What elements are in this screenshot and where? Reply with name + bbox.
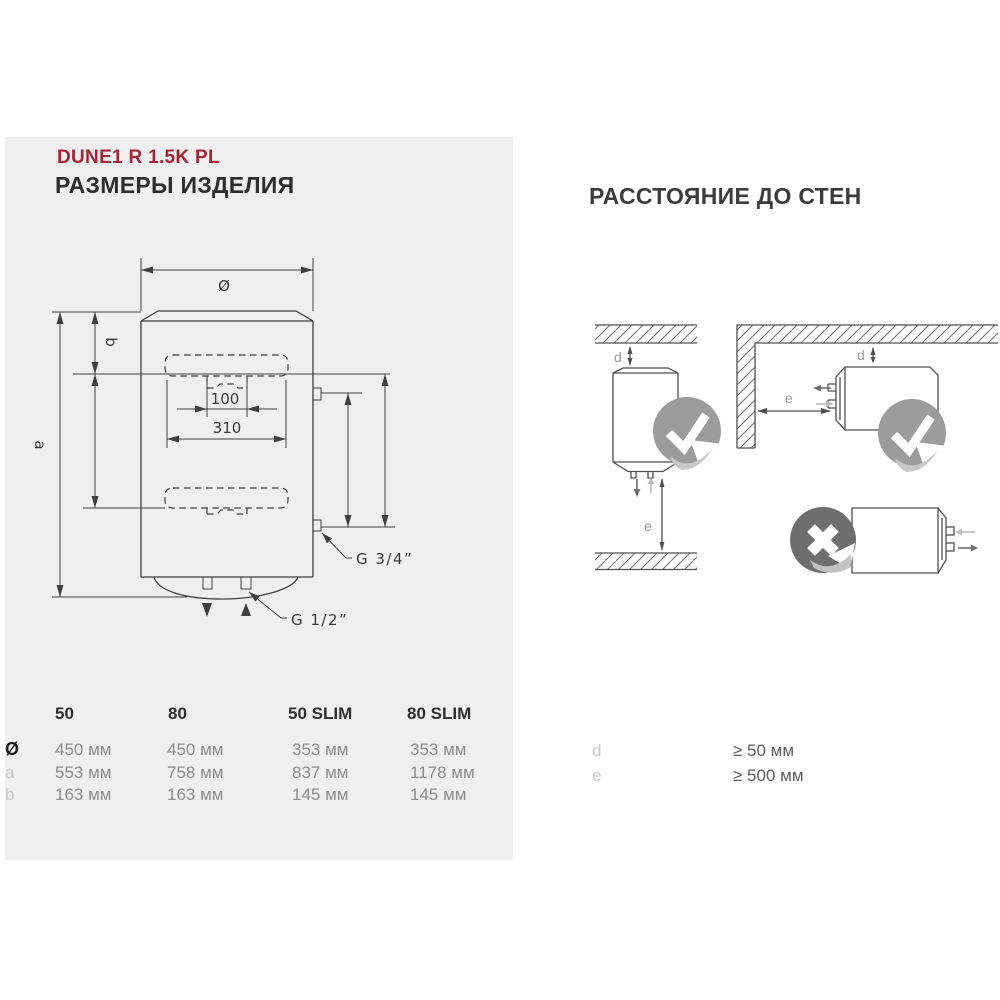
col-header: 50 SLIM	[288, 704, 353, 723]
clearance-diagram-vertical	[595, 325, 723, 570]
water-heater-horizontal-wrong	[852, 508, 946, 573]
dim-label-b: b	[102, 337, 120, 347]
row-label: e	[592, 766, 602, 785]
col-header: 80 SLIM	[407, 704, 472, 723]
cross-icon	[790, 507, 856, 573]
fitting-label-g12: G 1/2”	[291, 611, 349, 629]
dimension-drawing	[31, 258, 413, 629]
clearance-label-d2: d	[857, 347, 865, 363]
diameter-dimension	[141, 258, 313, 311]
right-section-title: РАССТОЯНИЕ ДО СТЕН	[589, 183, 862, 209]
cell: 145 мм	[410, 785, 467, 804]
col-header: 50	[55, 704, 74, 723]
fitting-labels	[249, 533, 413, 629]
dim-label-100: 100	[210, 390, 240, 408]
cell: 1178 мм	[410, 763, 475, 782]
dim-label-diameter: Ø	[218, 277, 230, 295]
row-label: b	[5, 785, 15, 804]
cell: 553 мм	[55, 763, 112, 782]
row-label: Ø	[5, 739, 20, 759]
clearance-label-e2: e	[785, 390, 793, 406]
row-label: d	[592, 741, 602, 760]
cell: 353 мм	[292, 740, 349, 759]
flow-direction-arrows	[202, 603, 251, 617]
cell: 163 мм	[55, 785, 112, 804]
fitting-spacing-dimensions	[321, 374, 395, 527]
product-code: DUNE1 R 1.5K PL	[57, 147, 220, 168]
cell: 450 мм	[167, 740, 224, 759]
clearance-diagram-corner	[737, 325, 998, 472]
row-label: a	[5, 763, 15, 782]
clearance-label-d: d	[614, 349, 622, 365]
fitting-label-g34: G 3/4”	[356, 550, 414, 568]
left-section-title: РАЗМЕРЫ ИЗДЕЛИЯ	[55, 172, 295, 198]
cell: 145 мм	[292, 785, 349, 804]
cell: 353 мм	[410, 740, 467, 759]
floor-hatch	[595, 554, 697, 570]
cell: ≥ 50 мм	[733, 741, 795, 760]
cell: 837 мм	[292, 763, 349, 782]
tank-outline	[141, 311, 321, 599]
cell: 450 мм	[55, 740, 112, 759]
dim-label-310: 310	[212, 419, 242, 437]
cell: 758 мм	[167, 763, 224, 782]
clearance-diagram-wrong	[790, 507, 978, 573]
clearance-label-e: e	[644, 518, 652, 534]
cell: 163 мм	[167, 785, 224, 804]
ceiling-hatch	[595, 326, 697, 343]
bracket-dimensions	[167, 376, 286, 448]
col-header: 80	[168, 704, 187, 723]
dim-label-a: a	[31, 440, 49, 450]
cell: ≥ 500 мм	[733, 766, 804, 785]
